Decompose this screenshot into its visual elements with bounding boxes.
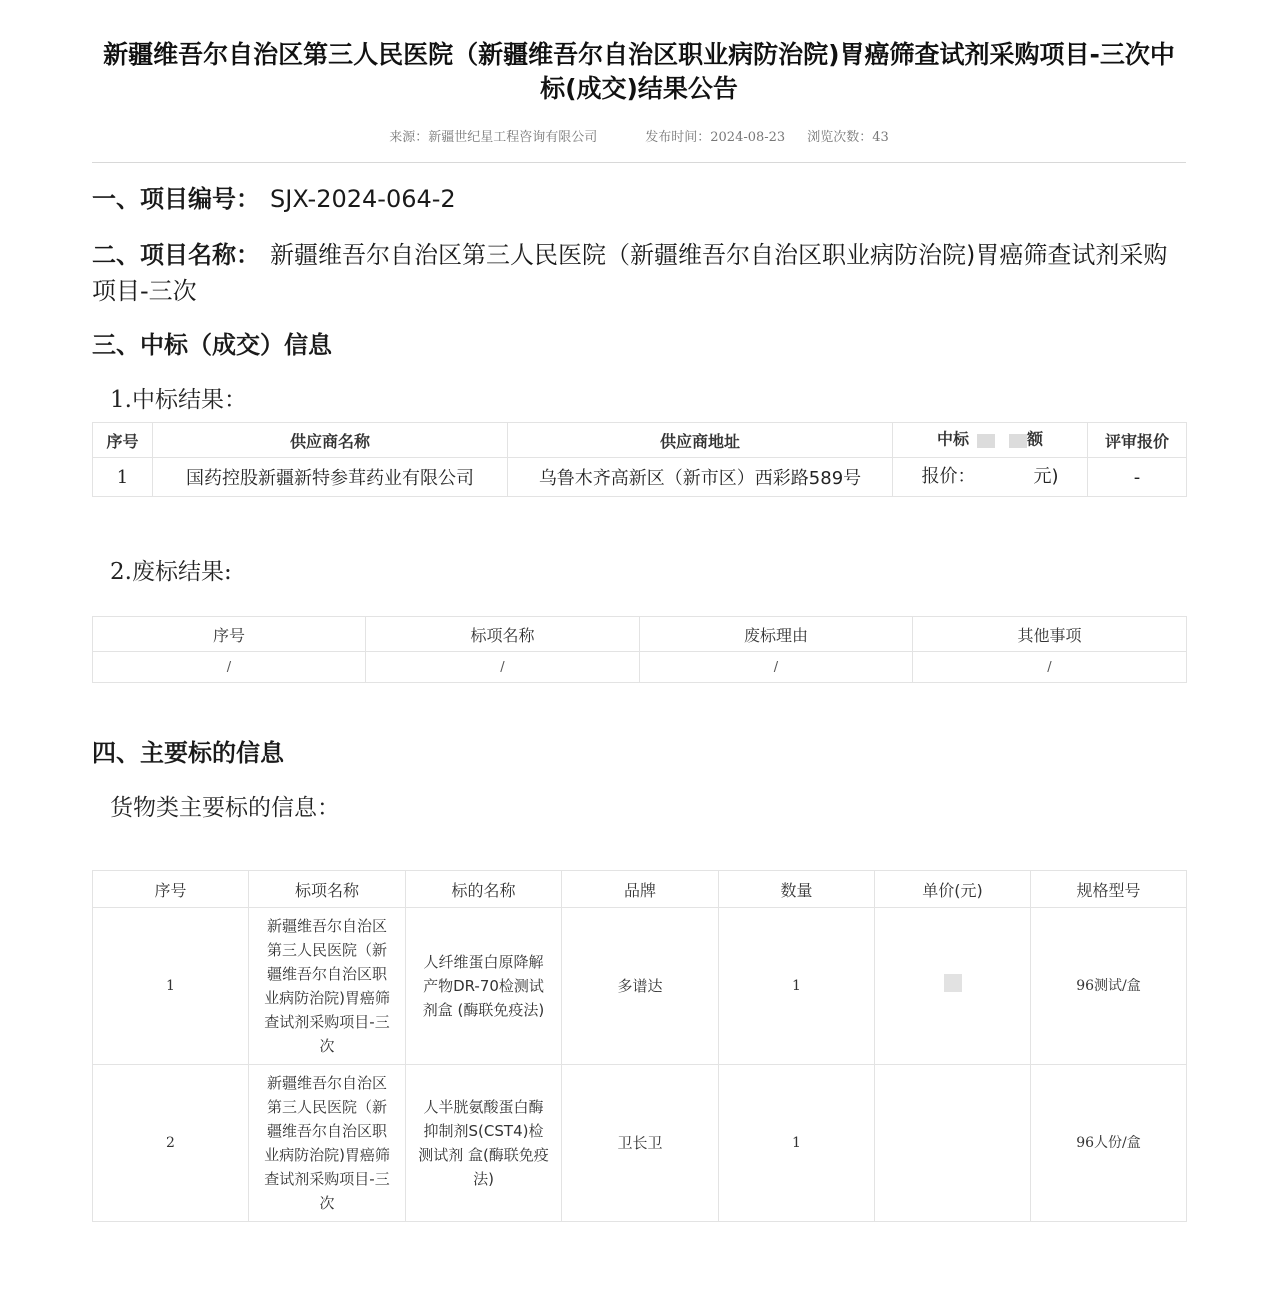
redacted-block [975, 462, 1033, 492]
cell-no: 2 [93, 1065, 249, 1222]
failed-table [92, 616, 1187, 683]
col-header: 废标理由 [640, 617, 913, 652]
goods-table [92, 870, 1187, 1222]
source-text: 来源：新疆世纪星工程咨询有限公司 [389, 130, 598, 145]
cell-item-name: 人半胱氨酸蛋白酶抑制剂S(CST4)检测试剂 盒(酶联免疫法) [406, 1065, 562, 1222]
cell-item-name: 人纤维蛋白原降解产物DR-70检测试剂盒 (酶联免疫法) [406, 908, 562, 1065]
cell-review-price: - [1088, 458, 1187, 497]
col-header: 单价(元) [875, 871, 1031, 908]
meta-line [92, 126, 1186, 144]
project-name-section [92, 237, 1186, 309]
table-row [93, 908, 1187, 1065]
project-number-label: 一、项目编号： [92, 185, 260, 213]
main-info-heading: 四、主要标的信息 [92, 739, 284, 767]
cell-spec: 96人份/盒 [1031, 1065, 1187, 1222]
col-header: 序号 [93, 871, 249, 908]
project-number-value: SJX-2024-064-2 [270, 185, 456, 213]
table-row [93, 1065, 1187, 1222]
table-header-row [93, 423, 1187, 458]
table-cell: / [93, 652, 366, 683]
col-header: 供应商地址 [508, 423, 893, 458]
col-header: 数量 [719, 871, 875, 908]
cell-qty: 1 [719, 1065, 875, 1222]
cell-qty: 1 [719, 908, 875, 1065]
award-info-heading: 三、中标（成交）信息 [92, 331, 332, 359]
table-row [93, 458, 1187, 497]
redacted-block [944, 974, 962, 992]
table-row [93, 652, 1187, 683]
col-header-amount: 中标 额 [893, 423, 1088, 458]
table-cell: / [366, 652, 640, 683]
failed-result-heading: 2.废标结果: [110, 559, 232, 585]
cell-address: 乌鲁木齐高新区（新市区）西彩路589号 [508, 458, 893, 497]
col-header: 评审报价 [1088, 423, 1187, 458]
cell-supplier: 国药控股新疆新特参茸药业有限公司 [153, 458, 508, 497]
project-number-section [92, 181, 1186, 217]
publish-time: 发布时间：2024-08-23 [645, 130, 786, 145]
cell-unit-price [875, 908, 1031, 1065]
col-header: 其他事项 [913, 617, 1187, 652]
cell-lot-name: 新疆维吾尔自治区第三人民医院（新疆维吾尔自治区职业病防治院)胃癌筛查试剂采购项目-三次 [249, 1065, 406, 1222]
cell-spec: 96测试/盒 [1031, 908, 1187, 1065]
project-name-value: 新疆维吾尔自治区第三人民医院（新疆维吾尔自治区职业病防治院)胃癌筛查试剂采购项目-三次 [92, 241, 1168, 305]
col-header: 标项名称 [366, 617, 640, 652]
col-header: 序号 [93, 617, 366, 652]
announcement-page [92, 0, 1186, 1222]
award-table [92, 422, 1187, 497]
redacted-block [969, 425, 1027, 455]
table-cell: / [913, 652, 1187, 683]
project-name-label: 二、项目名称： [92, 241, 260, 269]
cell-amount: 报价： 元) [893, 458, 1088, 497]
table-cell: / [640, 652, 913, 683]
col-header: 序号 [93, 423, 153, 458]
col-header: 品牌 [562, 871, 719, 908]
divider [92, 162, 1186, 163]
cell-brand: 卫长卫 [562, 1065, 719, 1222]
table-header-row [93, 871, 1187, 908]
view-count: 浏览次数：43 [807, 130, 889, 145]
col-header: 供应商名称 [153, 423, 508, 458]
cell-no: 1 [93, 458, 153, 497]
cell-brand: 多谱达 [562, 908, 719, 1065]
table-header-row [93, 617, 1187, 652]
page-title: 新疆维吾尔自治区第三人民医院（新疆维吾尔自治区职业病防治院)胃癌筛查试剂采购项目-三次中标(成交)结果公告 [103, 40, 1175, 103]
col-header: 标的名称 [406, 871, 562, 908]
award-result-heading: 1.中标结果： [110, 387, 247, 413]
cell-no: 1 [93, 908, 249, 1065]
cell-unit-price [875, 1065, 1031, 1222]
cell-lot-name: 新疆维吾尔自治区第三人民医院（新疆维吾尔自治区职业病防治院)胃癌筛查试剂采购项目-三次 [249, 908, 406, 1065]
col-header: 标项名称 [249, 871, 406, 908]
col-header: 规格型号 [1031, 871, 1187, 908]
goods-info-heading: 货物类主要标的信息： [110, 795, 340, 821]
